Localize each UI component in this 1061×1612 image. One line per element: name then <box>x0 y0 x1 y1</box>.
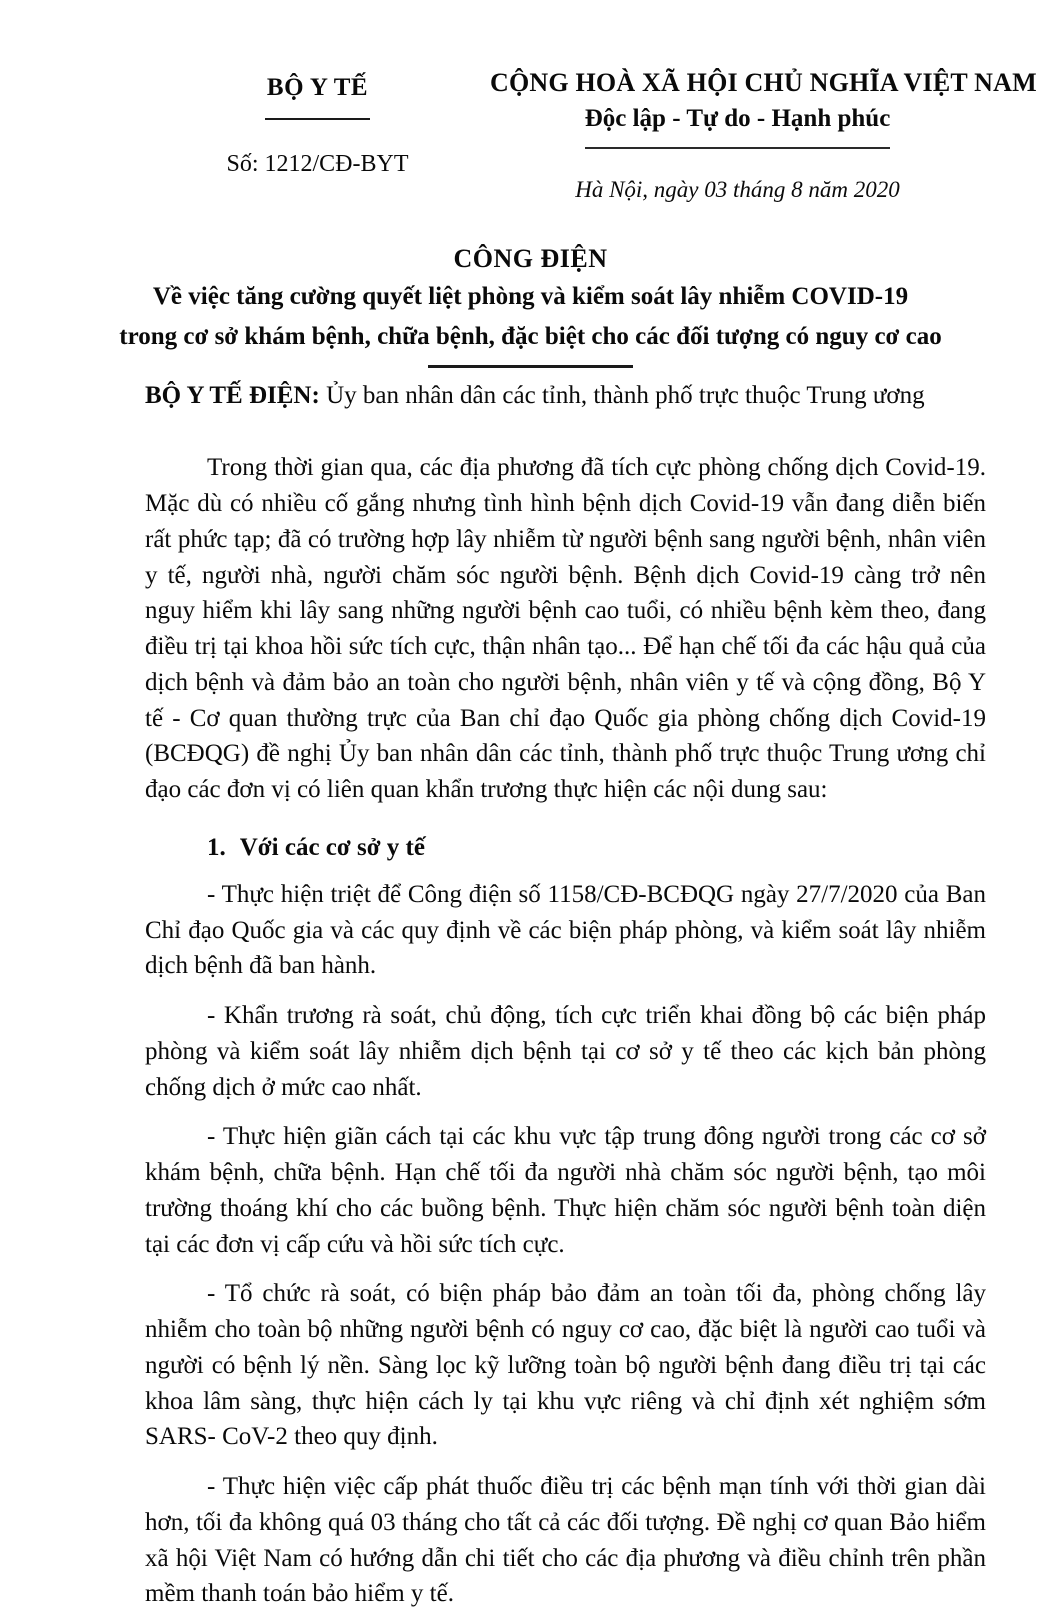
document-body <box>145 378 986 1612</box>
section-1-bullet-2: - Khẩn trương rà soát, chủ động, tích cực triển khai đồng bộ các biện pháp phòng và kiểm soát lây nhiễm dịch bệnh tại cơ sở y tế theo các kịch bản phòng chống dịch ở mức cao nhất. <box>145 1002 986 1101</box>
section-1-label: Với các cơ sở y tế <box>239 833 425 861</box>
section-1-bullet-4: - Tổ chức rà soát, có biện pháp bảo đảm an toàn tối đa, phòng chống lây nhiễm cho toàn bộ những người bệnh có nguy cơ cao, đặc biệt là người cao tuổi và người có bệnh lý nền. Sàng lọc kỹ lưỡng toàn bộ người bệnh đang điều trị tại các khoa lâm sàng, thực hiện cách ly tại khu vực riêng và chỉ định xét nghiệm sớm SARS- CoV-2 theo quy định. <box>145 1280 986 1451</box>
recipient-target: Ủy ban nhân dân các tỉnh, thành phố trực thuộc Trung ương <box>319 382 925 409</box>
document-type-title: CÔNG ĐIỆN <box>453 244 608 273</box>
document-subject-line-1: Về việc tăng cường quyết liệt phòng và kiểm soát lây nhiễm COVID-19 <box>152 283 909 311</box>
document-number: Số: 1212/CĐ-BYT <box>226 150 409 177</box>
section-1-bullet-5: - Thực hiện việc cấp phát thuốc điều trị các bệnh mạn tính với thời gian dài hơn, tối đa không quá 03 tháng cho tất cả các đối tượng. Đề nghị cơ quan Bảo hiểm xã hội Việt Nam có hướng dẫn chi tiết cho các địa phương và điều chỉnh trên phần mềm thanh toán bảo hiểm y tế. <box>145 1473 986 1608</box>
letterhead <box>145 68 1037 203</box>
motto-underline-rule <box>585 147 890 149</box>
section-1-number: 1. <box>207 833 226 861</box>
recipient-label: BỘ Y TẾ ĐIỆN: <box>145 382 320 409</box>
recipient-line <box>145 378 986 414</box>
section-1-bullet-1: - Thực hiện triệt để Công điện số 1158/CĐ-BCĐQG ngày 27/7/2020 của Ban Chỉ đạo Quốc gia và các quy định về các biện pháp phòng, và kiểm soát lây nhiễm dịch bệnh đã ban hành. <box>145 880 986 980</box>
place-and-date: Hà Nội, ngày 03 tháng 8 năm 2020 <box>575 176 900 202</box>
section-1-heading <box>145 830 986 865</box>
letterhead-right <box>490 68 1037 203</box>
title-underline-rule <box>428 365 633 368</box>
issuing-authority: BỘ Y TẾ <box>266 74 369 101</box>
issuer-underline-rule <box>265 118 370 120</box>
document-subject-line-2: trong cơ sở khám bệnh, chữa bệnh, đặc biệt cho các đối tượng có nguy cơ cao <box>119 322 942 350</box>
section-1-bullet-3: - Thực hiện giãn cách tại các khu vực tập trung đông người trong các cơ sở khám bệnh, chữa bệnh. Hạn chế tối đa người nhà chăm sóc người bệnh, tạo môi trường thoáng khí cho các buồng bệnh. Thực hiện chăm sóc người bệnh toàn diện tại các đơn vị cấp cứu và hồi sức tích cực. <box>145 1123 986 1258</box>
national-title: CỘNG HOÀ XÃ HỘI CHỦ NGHĨA VIỆT NAM <box>490 68 1037 97</box>
title-block <box>60 243 1001 368</box>
intro-paragraph: Trong thời gian qua, các địa phương đã tích cực phòng chống dịch Covid-19. Mặc dù có nhiều cố gắng nhưng tình hình bệnh dịch Covid-19 vẫn đang diễn biến rất phức tạp; đã có trường hợp lây nhiễm từ người bệnh sang người bệnh, nhân viên y tế, người nhà, người chăm sóc người bệnh. Bệnh dịch Covid-19 càng trở nên nguy hiểm khi lây sang những người bệnh cao tuổi, có nhiều bệnh kèm theo, đang điều trị tại khoa hồi sức tích cực, thận nhân tạo... Để hạn chế tối đa các hậu quả của dịch bệnh và đảm bảo an toàn cho người bệnh, nhân viên y tế và cộng đồng, Bộ Y tế - Cơ quan thường trực của Ban chỉ đạo Quốc gia phòng chống dịch Covid-19 (BCĐQG) đề nghị Ủy ban nhân dân các tỉnh, thành phố trực thuộc Trung ương chỉ đạo các đơn vị có liên quan khẩn trương thực hiện các nội dung sau: <box>145 454 986 803</box>
national-motto: Độc lập - Tự do - Hạnh phúc <box>584 104 891 132</box>
letterhead-left <box>145 68 490 178</box>
